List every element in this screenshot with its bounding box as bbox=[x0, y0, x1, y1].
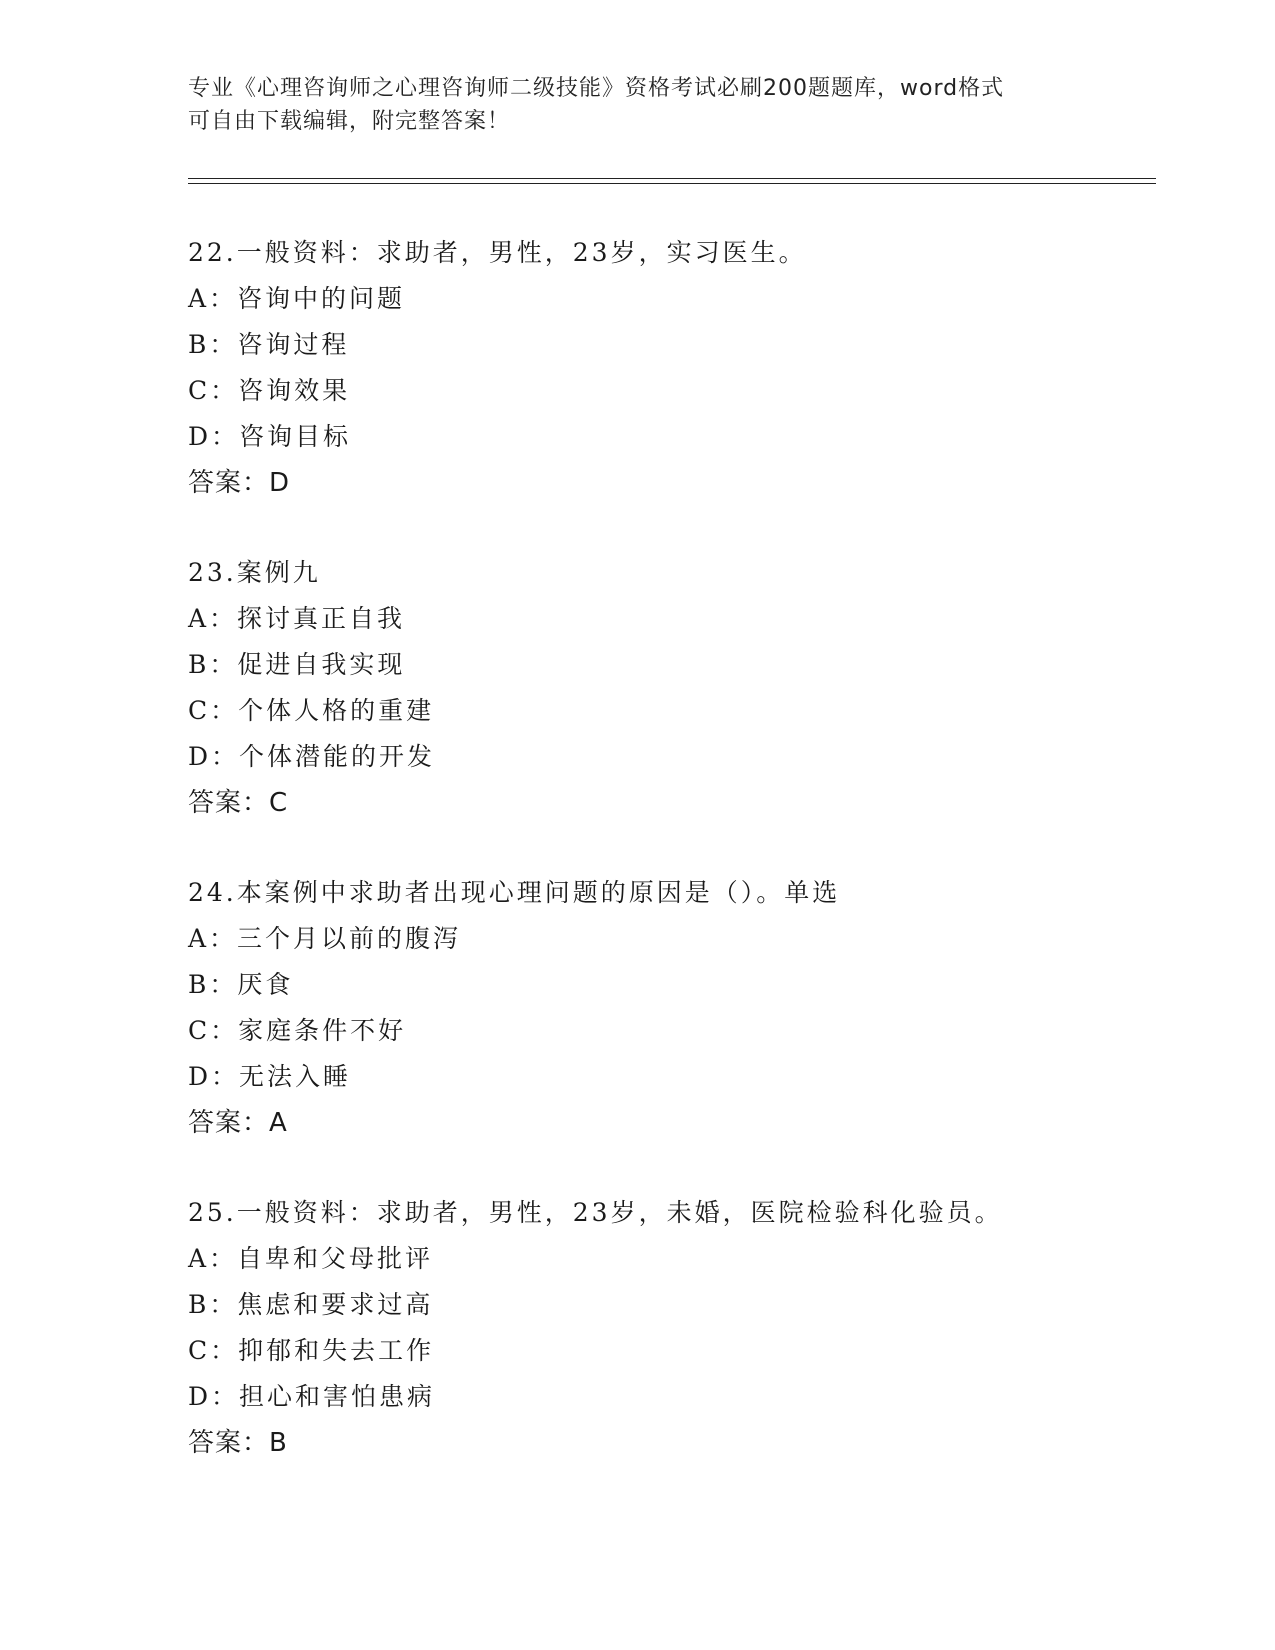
question-22 bbox=[188, 230, 1156, 506]
option-a: A：咨询中的问题 bbox=[188, 284, 406, 313]
question-title: 22.一般资料：求助者，男性，23岁，实习医生。 bbox=[188, 238, 807, 267]
option-d: D：担心和害怕患病 bbox=[188, 1382, 436, 1411]
question-title: 23.案例九 bbox=[188, 558, 321, 587]
question-list bbox=[188, 230, 1156, 1466]
option-a: A：探讨真正自我 bbox=[188, 604, 406, 633]
answer: 答案：C bbox=[188, 788, 289, 818]
answer: 答案：B bbox=[188, 1428, 288, 1458]
option-c: C：抑郁和失去工作 bbox=[188, 1336, 435, 1365]
question-23 bbox=[188, 550, 1156, 826]
option-a: A：自卑和父母批评 bbox=[188, 1244, 434, 1273]
option-c: C：咨询效果 bbox=[188, 376, 351, 405]
document-header bbox=[188, 72, 1088, 138]
option-d: D：无法入睡 bbox=[188, 1062, 352, 1091]
option-c: C：家庭条件不好 bbox=[188, 1016, 407, 1045]
option-a: A：三个月以前的腹泻 bbox=[188, 924, 462, 953]
header-line-1: 专业《心理咨询师之心理咨询师二级技能》资格考试必刷200题题库，word格式 bbox=[188, 76, 1005, 101]
option-d: D：咨询目标 bbox=[188, 422, 352, 451]
option-b: B：促进自我实现 bbox=[188, 650, 406, 679]
question-title: 24.本案例中求助者出现心理问题的原因是（）。单选 bbox=[188, 878, 841, 907]
option-b: B：咨询过程 bbox=[188, 330, 350, 359]
header-rule-bottom bbox=[188, 183, 1156, 184]
answer: 答案：D bbox=[188, 468, 291, 498]
option-b: B：厌食 bbox=[188, 970, 294, 999]
header-rule-top bbox=[188, 178, 1156, 179]
option-d: D：个体潜能的开发 bbox=[188, 742, 436, 771]
question-title: 25.一般资料：求助者，男性，23岁，未婚，医院检验科化验员。 bbox=[188, 1198, 1003, 1227]
option-b: B：焦虑和要求过高 bbox=[188, 1290, 434, 1319]
question-24 bbox=[188, 870, 1156, 1146]
option-c: C：个体人格的重建 bbox=[188, 696, 435, 725]
question-25 bbox=[188, 1190, 1156, 1466]
header-line-2: 可自由下载编辑，附完整答案！ bbox=[188, 109, 511, 134]
answer: 答案：A bbox=[188, 1108, 288, 1138]
